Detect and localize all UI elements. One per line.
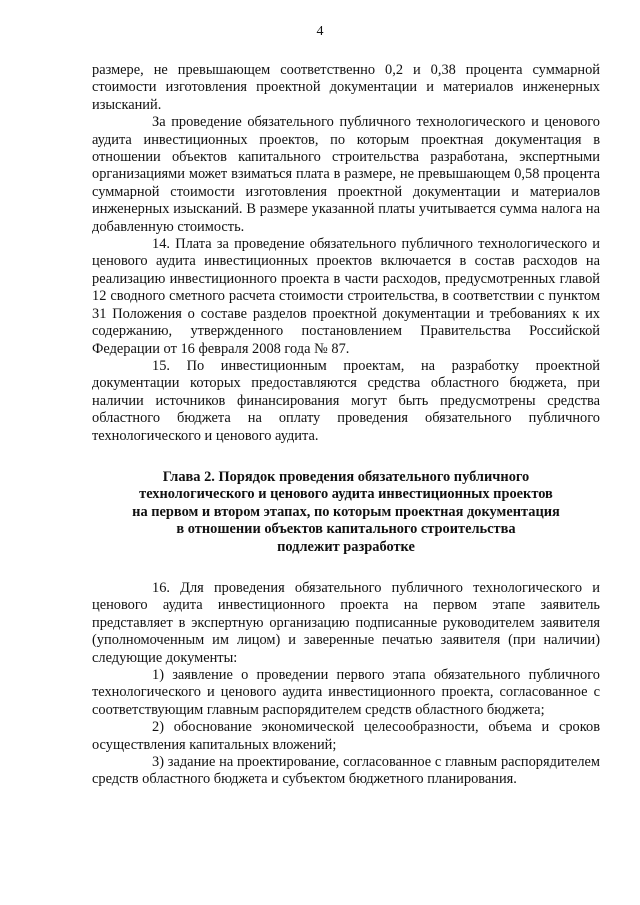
list-item-2: 2) обоснование экономической целесообразности, объема и сроков осуществления капитальных вложений; [92,719,600,753]
paragraph-16: 16. Для проведения обязательного публичного технологического и ценового аудита инвестиционного проекта на первом этапе заявитель представляет в экспертную организацию подписанные руководителем заявителя (уполномоченным им лицом) и заверенные печатью заявителя (при наличии) следующие документы: [92,579,600,666]
list-item-3: 3) задание на проектирование, согласованное с главным распорядителем средств областного бюджета и субъектом бюджетного планирования. [92,754,600,788]
page-number: 4 [316,24,324,39]
paragraph-14: 14. Плата за проведение обязательного публичного технологического и ценового аудита инвестиционных проектов включается в состав расходов на реализацию инвестиционного проекта в части расходов, предусмотренных главой 12 сводного сметного расчета стоимости строительства, в соответствии с пунктом 31 Положения о составе разделов проектной документации и требованиях к их содержанию, утвержденного постановлением Правительства Российской Федерации от 16 февраля 2008 года № 87. [92,236,600,357]
document-body [92,62,600,789]
chapter-2-heading: Глава 2. Порядок проведения обязательного публичного технологического и ценового аудита инвестиционных проектов на первом и втором этапах, по которым проектная документация в отношении объектов капитального строительства подлежит разработке [132,468,560,555]
paragraph-continuation: размере, не превышающем соответственно 0,2 и 0,38 процента суммарной стоимости изготовления проектной документации и материалов инженерных изысканий. [92,62,600,113]
paragraph-fee-paragraph: За проведение обязательного публичного технологического и ценового аудита инвестиционных проектов, по которым проектная документация в отношении объектов капитального строительства разработана, экспертными организациями может взиматься плата в размере, не превышающем 0,58 процента суммарной стоимости изготовления проектной документации и материалов инженерных изысканий. В размере указанной платы учитывается сумма налога на добавленную стоимость. [92,114,600,235]
paragraph-15: 15. По инвестиционным проектам, на разработку проектной документации которых предоставляются средства областного бюджета, при наличии источников финансирования могут быть предусмотрены средства областного бюджета на оплату проведения обязательного публичного технологического и ценового аудита. [92,357,600,444]
list-item-1: 1) заявление о проведении первого этапа обязательного публичного технологического и ценового аудита инвестиционного проекта, согласованное с соответствующим главным распорядителем средств областного бюджета; [92,667,600,718]
